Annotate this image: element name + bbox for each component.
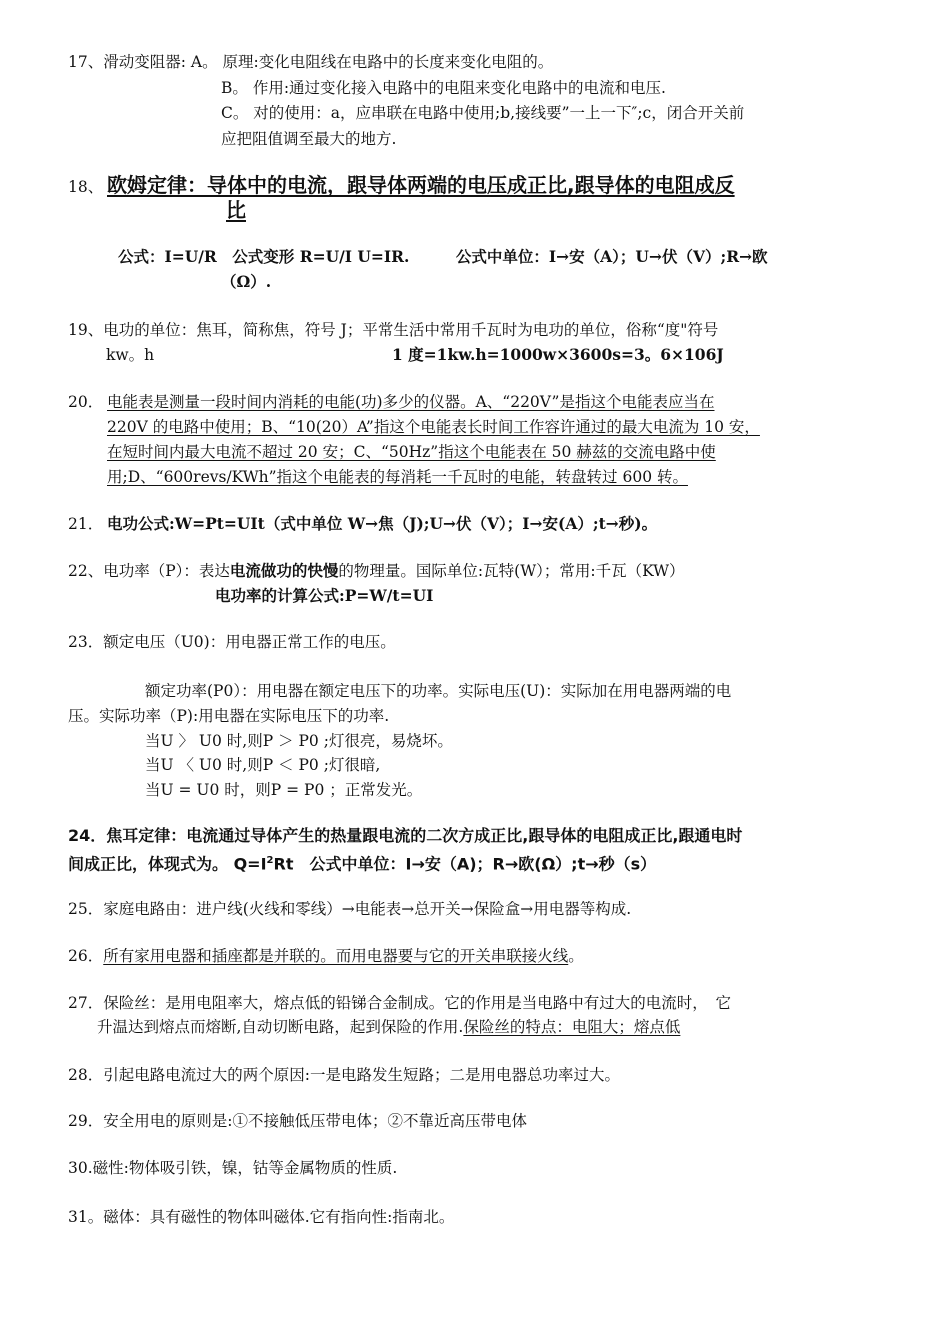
joule-law-exponent: 2 — [266, 855, 274, 866]
joule-law-expression: 间成正比，体现式为。 Q=I — [68, 854, 267, 874]
item-30: 30.磁性:物体吸引铁，镍，钴等金属物质的性质. — [68, 1159, 398, 1177]
joule-law-line-2 — [68, 851, 656, 874]
item-29: 29．安全用电的原则是:①不接触低压带电体；②不靠近高压带电体 — [68, 1112, 527, 1130]
item-20-number: 20． — [68, 393, 104, 411]
item-20-line-3: 在短时间内最大电流不超过 20 安；C、“50Hz”指这个电能表在 50 赫兹的交流电路中使 — [107, 443, 716, 461]
item-17-line-2: B。 作用:通过变化接入电路中的电阻来变化电路中的电流和电压. — [221, 79, 666, 97]
item-18-number: 18、 — [68, 178, 104, 196]
joule-law-line-1: 24．焦耳定律：电流通过导体产生的热量跟电流的二次方成正比,跟导体的电阻成正比,跟通电时 — [68, 826, 743, 845]
ohms-law-unit-ohm: （Ω）. — [221, 272, 272, 291]
item-17-line-4: 应把阻值调至最大的地方. — [221, 130, 397, 148]
item-23-line-1: 23．额定电压（U0)：用电器正常工作的电压。 — [68, 633, 396, 651]
item-26-tail: 。 — [568, 947, 584, 965]
item-26-number: 26． — [68, 947, 104, 965]
item-23-line-2: 额定功率(P0）：用电器在额定电压下的功率。实际电压(U)：实际加在用电器两端的电 — [145, 682, 732, 700]
item-27-line-2 — [97, 1017, 680, 1037]
item-22-line-1 — [68, 561, 685, 581]
item-28: 28．引起电路电流过大的两个原因:一是电路发生短路；二是用电器总功率过大。 — [68, 1066, 620, 1084]
item-19-kwh: kw。h — [106, 346, 155, 364]
fuse-characteristics: 保险丝的特点：电阻大；熔点低 — [463, 1018, 681, 1036]
ohms-law-formula: 公式：I=U/R 公式变形 R=U/I U=IR. 公式中单位：I→安（A）；U→伏（V）;R→欧 — [118, 247, 768, 266]
item-22-units: 的物理量。国际单位:瓦特(W）；常用:千瓦（KW） — [338, 562, 685, 580]
item-26 — [68, 946, 584, 966]
item-23-case-greater: 当U 〉 U0 时,则P ＞ P0 ;灯很亮，易烧坏。 — [145, 732, 453, 750]
item-20-line-2: 220V 的电路中使用；B、“10(20）A”指这个电能表长时间工作容许通过的最大电流为 10 安， — [107, 418, 760, 436]
item-22-lead: 22、电功率（P）：表达 — [68, 562, 230, 580]
item-31: 31。磁体：具有磁性的物体叫磁体.它有指向性:指南北。 — [68, 1208, 455, 1226]
item-23-case-less: 当U 〈 U0 时,则P ＜ P0 ;灯很暗, — [145, 756, 381, 774]
item-17-line-1: 17、滑动变阻器: A。 原理:变化电阻线在电路中的长度来变化电阻的。 — [68, 53, 554, 71]
electric-work-formula: 电功公式:W=Pt=UIt（式中单位 W→焦（J);U→伏（V）；I→安(A）;t→秒)。 — [107, 514, 658, 533]
power-formula: 电功率的计算公式:P=W/t=UI — [215, 586, 434, 605]
item-20-line-1: 电能表是测量一段时间内消耗的电能(功)多少的仪器。A、“220V”是指这个电能表应当在 — [107, 393, 715, 411]
item-26-underlined: 所有家用电器和插座都是并联的。而用电器要与它的开关串联接火线 — [103, 947, 569, 965]
joule-law-units: Rt 公式中单位：I→安（A)；R→欧(Ω）;t→秒（s） — [273, 854, 657, 874]
item-20-line-4: 用;D、“600revs/KWh”指这个电能表的每消耗一千瓦时的电能，转盘转过 600 转。 — [107, 468, 688, 486]
item-27-description: 升温达到熔点而熔断,自动切断电路，起到保险的作用. — [97, 1018, 464, 1036]
item-25: 25．家庭电路由：进户线(火线和零线）→电能表→总开关→保险盒→用电器等构成. — [68, 900, 632, 918]
item-21-number: 21． — [68, 515, 104, 533]
ohms-law-title-continued: 比 — [226, 198, 246, 222]
item-22-emphasis: 电流做功的快慢 — [229, 561, 339, 580]
item-19-conversion: 1 度=1kw.h=1000w×3600s=3。6×106J — [392, 345, 724, 364]
item-23-line-3: 压。实际功率（P):用电器在实际电压下的功率. — [68, 707, 390, 725]
item-23-case-equal: 当U = U0 时，则P = P0 ；正常发光。 — [145, 781, 423, 799]
item-17-line-3: C。 对的使用：a，应串联在电路中使用;b,接线要”一上一下″;c，闭合开关前 — [221, 104, 745, 122]
item-19-line-1: 19、电功的单位：焦耳，简称焦，符号 J；平常生活中常用千瓦时为电功的单位，俗称“度"符号 — [68, 321, 719, 339]
ohms-law-title: 欧姆定律：导体中的电流，跟导体两端的电压成正比,跟导体的电阻成反 — [107, 173, 735, 197]
item-27-line-1: 27．保险丝：是用电阻率大，熔点低的铅锑合金制成。它的作用是当电路中有过大的电流时， 它 — [68, 994, 731, 1012]
